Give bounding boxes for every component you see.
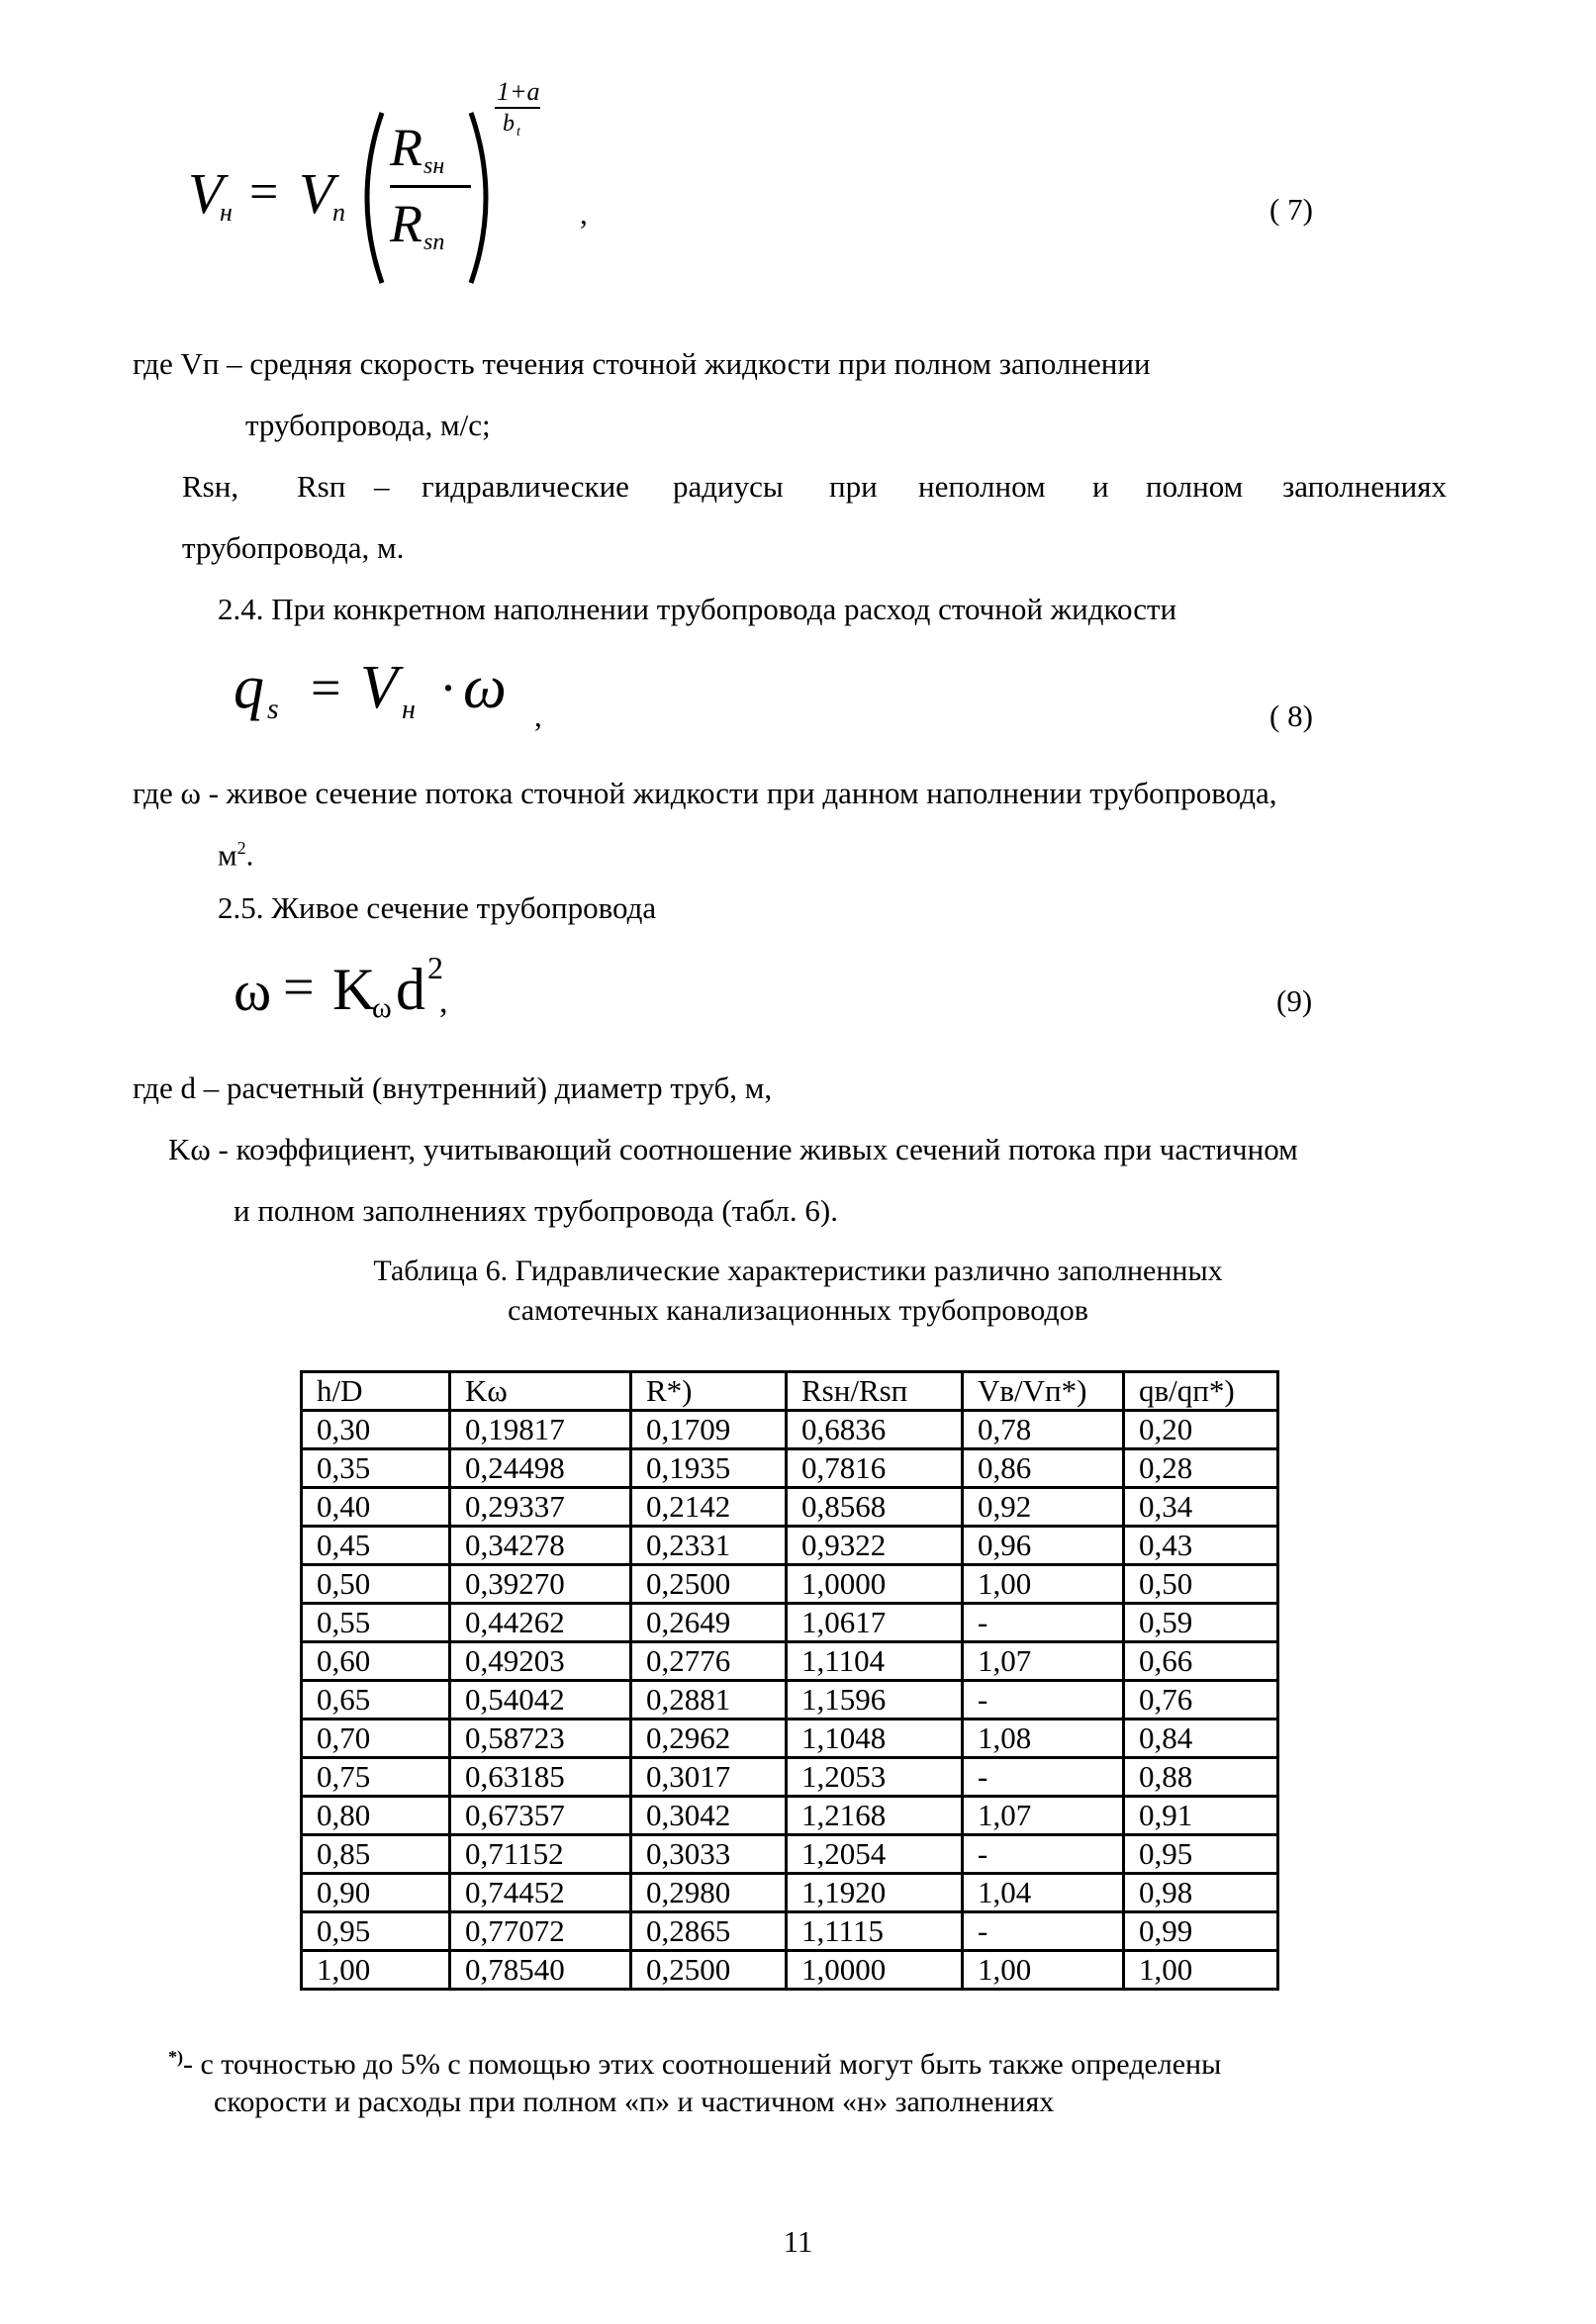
table-cell: 0,91: [1124, 1797, 1278, 1835]
table-cell: 1,00: [963, 1951, 1124, 1990]
table-cell: 0,2962: [631, 1720, 787, 1758]
table-cell: 0,34278: [450, 1527, 631, 1565]
table-cell: 1,00: [1124, 1951, 1278, 1990]
table-cell: 1,0000: [787, 1565, 963, 1604]
table-row: [302, 1642, 1278, 1681]
table-cell: 0,2980: [631, 1874, 787, 1912]
table-cell: 0,3017: [631, 1758, 787, 1797]
table-cell: 0,99: [1124, 1912, 1278, 1951]
table-cell: 0,67357: [450, 1797, 631, 1835]
table-cell: 1,2168: [787, 1797, 963, 1835]
table-cell: 0,3033: [631, 1835, 787, 1874]
table-cell: 0,66: [1124, 1642, 1278, 1681]
formula-7-exp-num: 1+a: [497, 77, 540, 106]
table-title-line1: Таблица 6. Гидравлические характеристики различно заполненных: [373, 1255, 1223, 1287]
para-r-r1: Rsн,: [182, 469, 239, 504]
para-d: где d – расчетный (внутренний) диаметр труб, м,: [133, 1070, 773, 1105]
table-row: [302, 1835, 1278, 1874]
table-cell: -: [963, 1758, 1124, 1797]
formula-9-omega: ω: [234, 959, 272, 1023]
table-cell: 0,43: [1124, 1527, 1278, 1565]
formula-9-number: (9): [1276, 983, 1313, 1018]
table-cell: 0,50: [302, 1565, 450, 1604]
table-cell: 0,70: [302, 1720, 450, 1758]
table-cell: 0,58723: [450, 1720, 631, 1758]
table-cell: 1,0000: [787, 1951, 963, 1990]
formula-9-k: K: [332, 957, 376, 1022]
formula-7-lhs-sub: н: [220, 198, 233, 227]
table-row: [302, 1565, 1278, 1604]
formula-7-lhs-v: V: [188, 161, 224, 226]
header-hd: h/D: [302, 1372, 450, 1411]
table-cell: 1,1596: [787, 1681, 963, 1720]
table-cell: -: [963, 1835, 1124, 1874]
footnote-text-1: - с точностью до 5% с помощью этих соотношений могут быть также определены: [183, 2048, 1222, 2081]
formula-7-fraction-bar: [390, 185, 471, 188]
formula-7-equals: =: [249, 164, 279, 221]
table-cell: 0,78: [963, 1411, 1124, 1449]
header-r: R*): [631, 1372, 787, 1411]
hydraulic-table: [300, 1370, 1279, 1991]
para-r-r2: Rsп: [297, 469, 346, 504]
table-cell: 0,75: [302, 1758, 450, 1797]
formula-7-num-r: R: [390, 118, 422, 177]
formula-7-comma: ,: [580, 196, 588, 231]
header-q-ratio: qв/qп*): [1124, 1372, 1278, 1411]
table-cell: 0,50: [1124, 1565, 1278, 1604]
table-cell: 0,65: [302, 1681, 450, 1720]
table-body: [302, 1411, 1278, 1990]
formula-9: [234, 950, 491, 1039]
table-cell: 0,85: [302, 1835, 450, 1874]
table-cell: -: [963, 1912, 1124, 1951]
section-2-4: 2.4. При конкретном наполнении трубопровода расход сточной жидкости: [218, 592, 1177, 626]
table-cell: 1,2053: [787, 1758, 963, 1797]
para-r-word-3: при: [829, 469, 878, 504]
section-2-5: 2.5. Живое сечение трубопровода: [218, 890, 657, 925]
table-cell: 0,80: [302, 1797, 450, 1835]
table-cell: 0,19817: [450, 1411, 631, 1449]
table-cell: 0,2500: [631, 1951, 787, 1990]
table-cell: 0,2649: [631, 1604, 787, 1642]
formula-7-num-sub: sн: [423, 153, 445, 179]
table-cell: 1,1104: [787, 1642, 963, 1681]
table-cell: 1,07: [963, 1797, 1124, 1835]
para-r-word-7: заполнениях: [1282, 469, 1448, 504]
table-cell: 0,8568: [787, 1488, 963, 1527]
formula-7-exp-bar: [495, 107, 540, 109]
table-cell: 0,84: [1124, 1720, 1278, 1758]
footnote-mark: *): [168, 2047, 183, 2067]
formula-7-den-r: R: [390, 194, 422, 253]
table-cell: 0,40: [302, 1488, 450, 1527]
header-v-ratio: Vв/Vп*): [963, 1372, 1124, 1411]
table-cell: 0,30: [302, 1411, 450, 1449]
table-cell: 0,44262: [450, 1604, 631, 1642]
table-cell: -: [963, 1681, 1124, 1720]
footnote-line2: скорости и расходы при полном «п» и частичном «н» заполнениях: [214, 2086, 1055, 2118]
formula-7-rhs-v: V: [299, 161, 334, 226]
table-cell: 0,24498: [450, 1449, 631, 1488]
table-cell: 0,29337: [450, 1488, 631, 1527]
para-omega-line2: [218, 837, 254, 873]
formula-7-left-paren: [348, 109, 388, 287]
formula-7-right-paren: [465, 109, 505, 287]
table-cell: 1,1048: [787, 1720, 963, 1758]
table-cell: 0,77072: [450, 1912, 631, 1951]
table-cell: 0,2881: [631, 1681, 787, 1720]
table-cell: 0,71152: [450, 1835, 631, 1874]
formula-8-dot: ·: [439, 658, 457, 717]
para-omega-unit-sup: 2: [236, 838, 246, 858]
table-cell: 0,49203: [450, 1642, 631, 1681]
table-cell: 0,7816: [787, 1449, 963, 1488]
table-cell: 0,92: [963, 1488, 1124, 1527]
table-cell: 0,90: [302, 1874, 450, 1912]
para-r-word-2: радиусы: [673, 469, 784, 504]
para-k-line1: Kω - коэффициент, учитывающий соотношение живых сечений потока при частичном: [168, 1132, 1298, 1166]
table-cell: 0,9322: [787, 1527, 963, 1565]
formula-7-den-sub: sп: [423, 230, 445, 255]
table-cell: 0,63185: [450, 1758, 631, 1797]
table-cell: 0,60: [302, 1642, 450, 1681]
table-cell: 1,00: [302, 1951, 450, 1990]
formula-8-omega: ω: [463, 654, 507, 721]
formula-8-q: q: [234, 654, 264, 721]
table-cell: 0,6836: [787, 1411, 963, 1449]
table-row: [302, 1411, 1278, 1449]
table-cell: 0,86: [963, 1449, 1124, 1488]
para-r-word-1: гидравлические: [422, 469, 629, 504]
table-row: [302, 1758, 1278, 1797]
formula-8-v: V: [360, 654, 398, 721]
table-cell: 0,76: [1124, 1681, 1278, 1720]
table-cell: 0,59: [1124, 1604, 1278, 1642]
table-cell: 1,00: [963, 1565, 1124, 1604]
para-r-word-6: полном: [1146, 469, 1244, 504]
formula-7-exp-den: b: [503, 111, 515, 137]
table-cell: 0,2142: [631, 1488, 787, 1527]
table-cell: 0,88: [1124, 1758, 1278, 1797]
table-cell: 0,55: [302, 1604, 450, 1642]
table-row: [302, 1527, 1278, 1565]
table-row: [302, 1681, 1278, 1720]
formula-8-comma: ,: [534, 698, 542, 733]
formula-9-k-sub: ω: [372, 991, 392, 1024]
formula-7: [188, 69, 604, 267]
table-cell: 0,2776: [631, 1642, 787, 1681]
table-cell: 1,1920: [787, 1874, 963, 1912]
table-cell: 0,74452: [450, 1874, 631, 1912]
table-row: [302, 1604, 1278, 1642]
table-cell: 0,95: [1124, 1835, 1278, 1874]
table-cell: 0,1935: [631, 1449, 787, 1488]
table-cell: 0,34: [1124, 1488, 1278, 1527]
header-k-omega: Kω: [450, 1372, 631, 1411]
table-cell: 0,28: [1124, 1449, 1278, 1488]
table-cell: 0,54042: [450, 1681, 631, 1720]
table-cell: 0,96: [963, 1527, 1124, 1565]
formula-7-exp-den-sub: t: [516, 125, 520, 139]
table-cell: -: [963, 1604, 1124, 1642]
formula-9-equals: =: [283, 957, 315, 1018]
table-cell: 1,2054: [787, 1835, 963, 1874]
table-cell: 0,2865: [631, 1912, 787, 1951]
table-title-line2: самотечных канализационных трубопроводов: [508, 1294, 1088, 1327]
para-r-dash: –: [374, 469, 390, 504]
table-row: [302, 1874, 1278, 1912]
table-cell: 0,39270: [450, 1565, 631, 1604]
formula-8-q-sub: s: [267, 693, 279, 725]
table-cell: 1,0617: [787, 1604, 963, 1642]
table-row: [302, 1951, 1278, 1990]
para-r-line2: трубопровода, м.: [182, 530, 405, 565]
table-header-row: [302, 1372, 1278, 1411]
para-omega-line1: где ω - живое сечение потока сточной жидкости при данном наполнении трубопровода,: [133, 776, 1277, 810]
table-row: [302, 1488, 1278, 1527]
header-r-ratio: Rsн/Rsп: [787, 1372, 963, 1411]
para-omega-unit: м: [218, 837, 237, 873]
table-cell: 0,78540: [450, 1951, 631, 1990]
formula-9-d-sup: 2: [427, 950, 443, 985]
table-cell: 0,2500: [631, 1565, 787, 1604]
table-row: [302, 1449, 1278, 1488]
para-r-word-5: и: [1092, 469, 1109, 504]
footnote-line1: [168, 2048, 1221, 2080]
table-row: [302, 1912, 1278, 1951]
table-cell: 0,95: [302, 1912, 450, 1951]
table-cell: 1,08: [963, 1720, 1124, 1758]
para-r-word-4: неполном: [918, 469, 1046, 504]
table-cell: 0,2331: [631, 1527, 787, 1565]
para-vn-line2: трубопровода, м/с;: [245, 408, 491, 442]
formula-8-v-sub: н: [402, 695, 416, 725]
table-cell: 0,45: [302, 1527, 450, 1565]
formula-9-comma: ,: [439, 983, 448, 1020]
para-vn-line1: где Vп – средняя скорость течения сточной жидкости при полном заполнении: [133, 346, 1151, 381]
table-row: [302, 1797, 1278, 1835]
table-cell: 1,1115: [787, 1912, 963, 1951]
table-cell: 1,04: [963, 1874, 1124, 1912]
table-cell: 0,35: [302, 1449, 450, 1488]
page-number: 11: [783, 2224, 813, 2259]
formula-8-number: ( 8): [1269, 698, 1313, 733]
table-cell: 0,3042: [631, 1797, 787, 1835]
table-cell: 1,07: [963, 1642, 1124, 1681]
formula-9-d: d: [396, 957, 425, 1022]
formula-7-number: ( 7): [1269, 192, 1313, 227]
table-cell: 0,1709: [631, 1411, 787, 1449]
para-omega-period: .: [245, 837, 254, 873]
para-k-line2: и полном заполнениях трубопровода (табл. 6).: [234, 1193, 838, 1228]
formula-8-equals: =: [311, 658, 341, 717]
table-row: [302, 1720, 1278, 1758]
formula-7-rhs-sub: п: [332, 198, 345, 227]
table-cell: 0,20: [1124, 1411, 1278, 1449]
table-cell: 0,98: [1124, 1874, 1278, 1912]
